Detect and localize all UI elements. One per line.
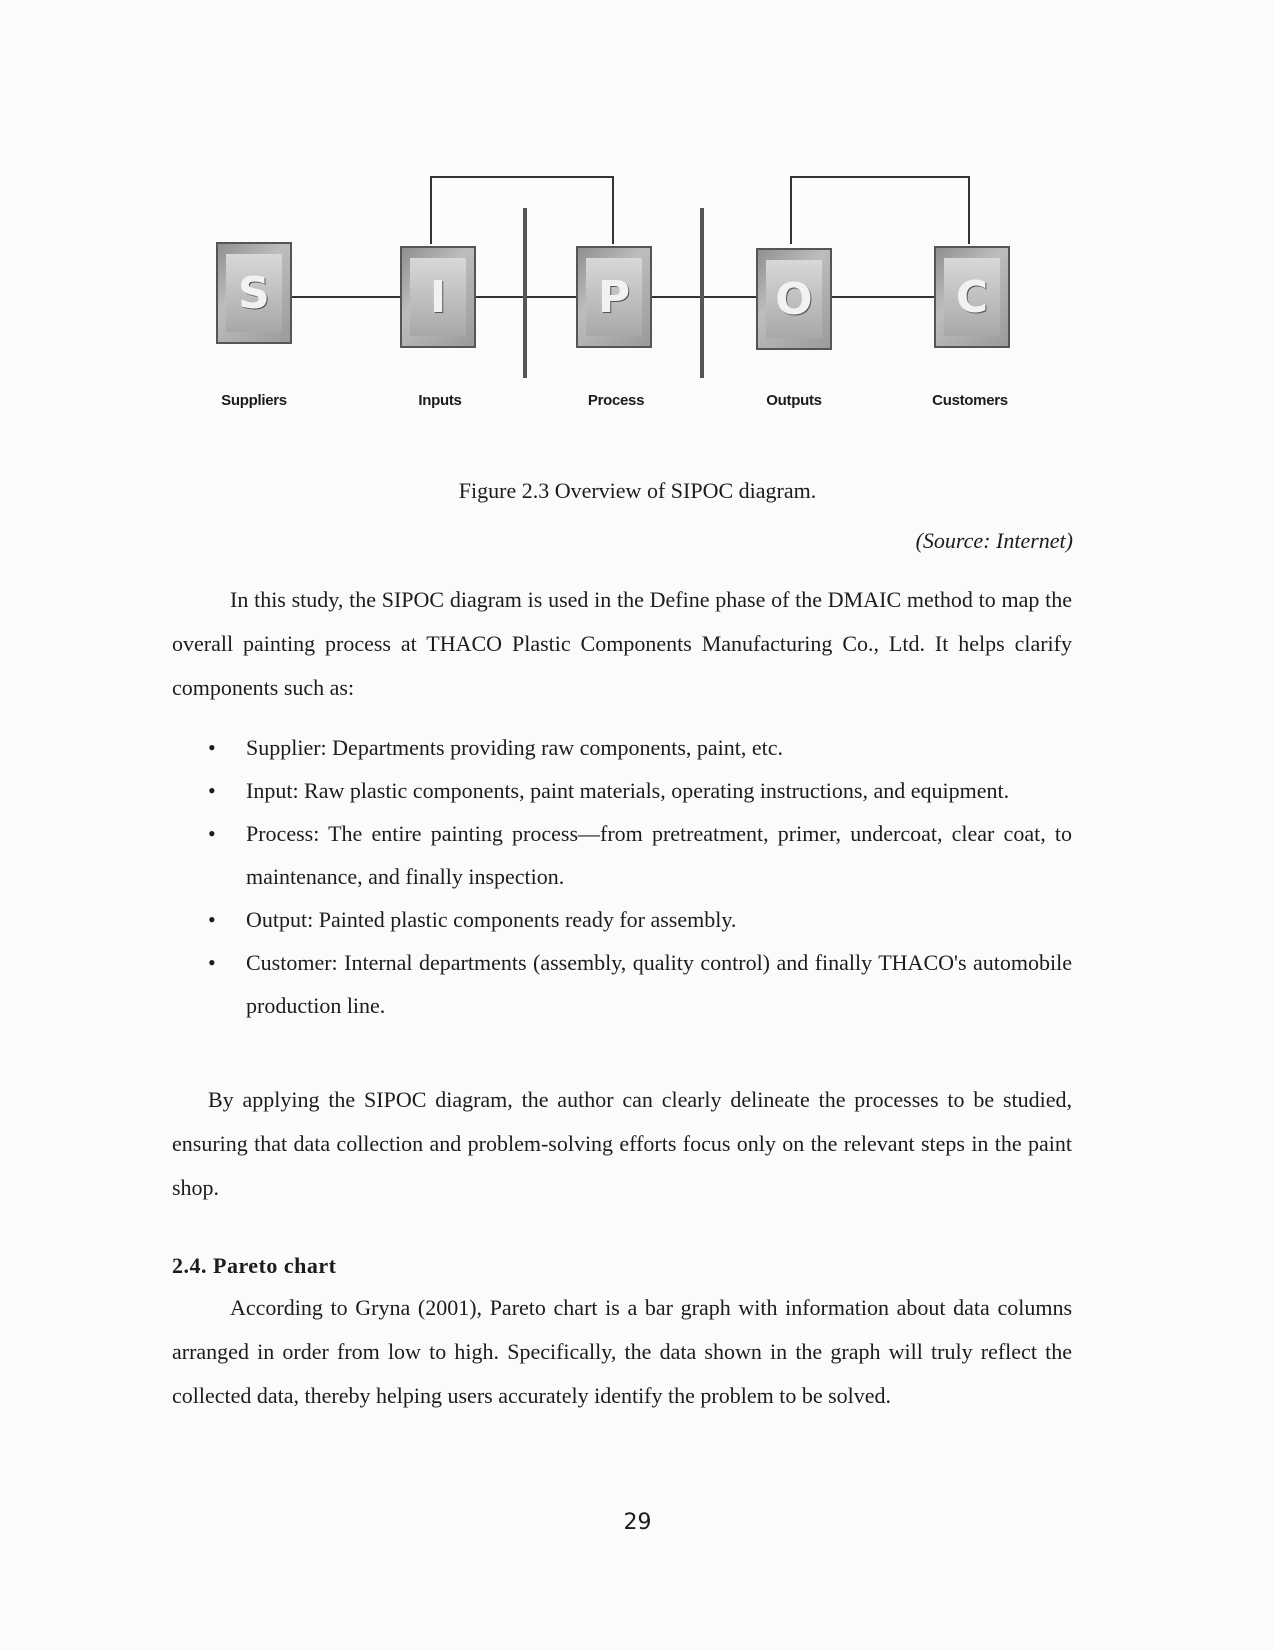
figure-source: (Source: Internet)	[915, 528, 1073, 553]
list-item	[208, 941, 1072, 1027]
inputs-box	[400, 246, 476, 348]
customers-box	[934, 246, 1010, 348]
sipoc-list	[208, 726, 1072, 1027]
page-number: 29	[623, 1510, 652, 1535]
label-customers: Customers	[932, 392, 1008, 409]
bullet-icon: •	[208, 950, 216, 975]
intro-paragraph: In this study, the SIPOC diagram is used in the Define phase of the DMAIC method to map the overall painting process at THACO Plastic Components Manufacturing Co., Ltd. It helps clarify components such as:	[172, 587, 1072, 700]
list-item-text: Supplier: Departments providing raw components, paint, etc.	[246, 735, 784, 760]
bullet-icon: •	[208, 735, 216, 760]
divider-bar	[523, 208, 527, 378]
list-item-text: Customer: Internal departments (assembly, quality control) and finally THACO's automobile production line.	[246, 950, 1072, 1018]
list-item	[208, 812, 1072, 898]
bullet-icon: •	[208, 778, 216, 803]
connector	[790, 176, 792, 244]
box-letter: C	[944, 258, 1000, 336]
box-letter: O	[766, 260, 822, 338]
list-item	[208, 726, 1072, 769]
box-letter: I	[410, 258, 466, 336]
connector	[430, 176, 432, 244]
conclusion-paragraph: By applying the SIPOC diagram, the author can clearly delineate the processes to be studied, ensuring that data collection and problem-solving efforts focus only on the relevant steps in the paint shop.	[172, 1087, 1072, 1200]
connector	[290, 296, 400, 298]
box-letter: S	[226, 254, 282, 332]
sipoc-diagram	[0, 0, 1275, 430]
figure-caption: Figure 2.3 Overview of SIPOC diagram.	[458, 478, 817, 503]
label-process: Process	[587, 392, 645, 409]
list-item-text: Output: Painted plastic components ready for assembly.	[246, 907, 737, 932]
connector	[830, 296, 934, 298]
list-item-text: Process: The entire painting process—from pretreatment, primer, undercoat, clear coat, to maintenance, and finally inspection.	[246, 821, 1072, 889]
bullet-icon: •	[208, 907, 216, 932]
list-item	[208, 769, 1072, 812]
connector	[968, 176, 970, 244]
divider-bar	[700, 208, 704, 378]
outputs-box	[756, 248, 832, 350]
label-outputs: Outputs	[766, 392, 822, 409]
box-letter: P	[586, 258, 642, 336]
bullet-icon: •	[208, 821, 216, 846]
list-item	[208, 898, 1072, 941]
process-box	[576, 246, 652, 348]
label-inputs: Inputs	[418, 392, 462, 409]
connector	[612, 176, 614, 244]
connector	[790, 176, 970, 178]
connector	[430, 176, 614, 178]
list-item-text: Input: Raw plastic components, paint materials, operating instructions, and equipment.	[246, 778, 1010, 803]
suppliers-box	[216, 242, 292, 344]
section-body: According to Gryna (2001), Pareto chart is a bar graph with information about data columns arranged in order from low to high. Specifically, the data shown in the graph will truly reflect the collected data, thereby helping users accurately identify the problem to be solved.	[172, 1295, 1072, 1408]
label-suppliers: Suppliers	[221, 392, 287, 409]
section-heading: 2.4. Pareto chart	[172, 1253, 337, 1278]
